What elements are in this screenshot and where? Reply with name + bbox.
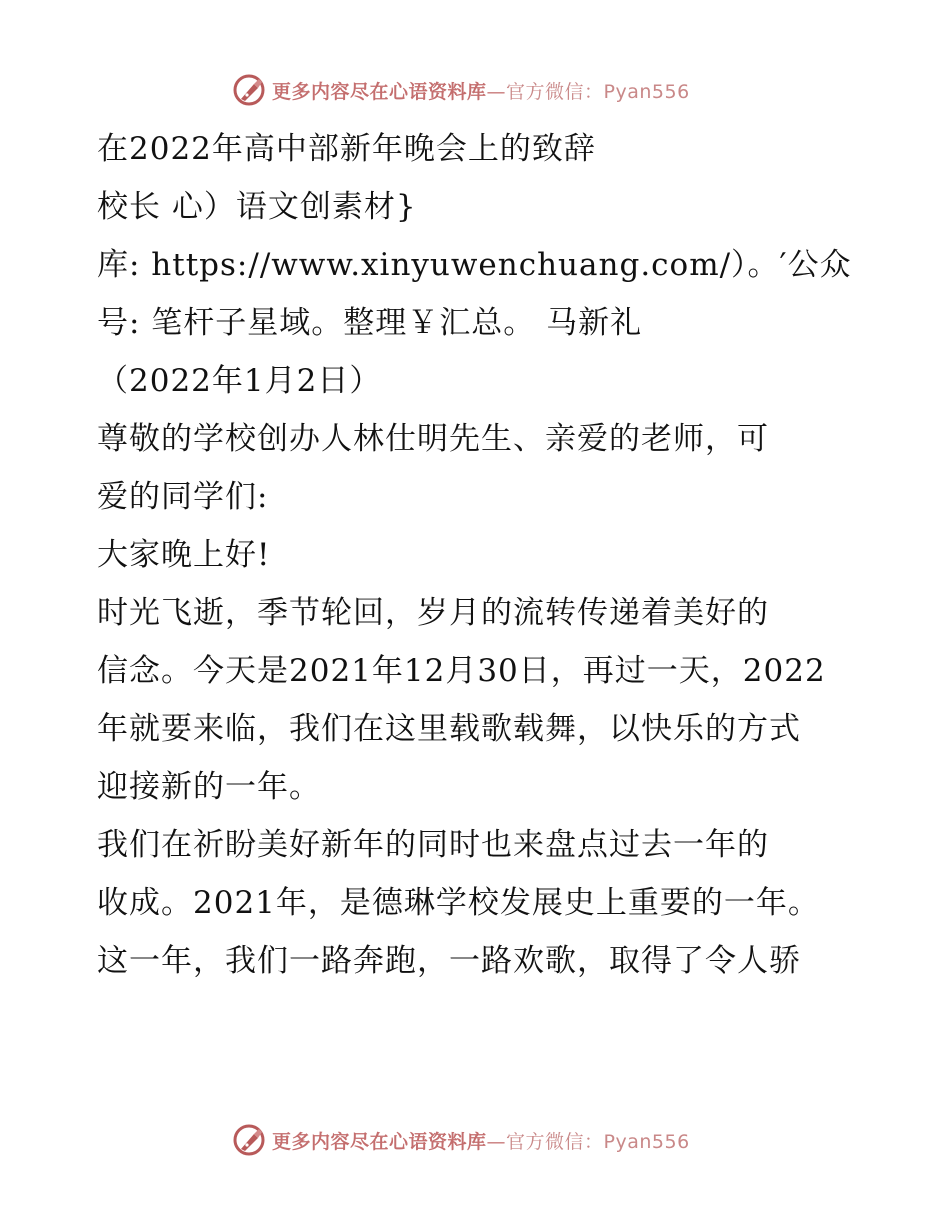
- paragraph-1-line-1: 时光飞逝，季节轮回，岁月的流转传递着美好的: [97, 595, 769, 631]
- author-line-2: 库: https://www.xinyuwenchuang.com/）。′公众: [97, 247, 852, 283]
- banner-main-text: 更多内容尽在心语资料库: [272, 80, 487, 103]
- author-line-1: 校长 心）语文创素材}: [97, 189, 417, 225]
- banner-dash: —: [486, 1130, 507, 1153]
- greeting-line-2: 爱的同学们:: [97, 479, 269, 515]
- pen-nib-logo-icon: [232, 1123, 266, 1157]
- paragraph-2-line-3: 这一年，我们一路奔跑，一路欢歌，取得了令人骄: [97, 943, 801, 979]
- footer-banner: [232, 1120, 732, 1160]
- paragraph-1-line-2: 信念。今天是2021年12月30日，再过一天，2022: [97, 653, 826, 689]
- document-title: 在2022年高中部新年晚会上的致辞: [97, 131, 596, 167]
- hello-line: 大家晚上好!: [97, 537, 271, 573]
- paragraph-1-line-3: 年就要来临，我们在这里载歌载舞，以快乐的方式: [97, 711, 801, 747]
- header-banner: [232, 70, 732, 110]
- paragraph-1-line-4: 迎接新的一年。: [97, 769, 321, 805]
- banner-main-text: 更多内容尽在心语资料库: [272, 1130, 487, 1153]
- author-line-3: 号: 笔杆子星域。整理￥汇总。 马新礼: [97, 305, 643, 341]
- document-date: （2022年1月2日）: [97, 363, 382, 399]
- banner-dash: —: [486, 80, 507, 103]
- greeting-line-1: 尊敬的学校创办人林仕明先生、亲爱的老师，可: [97, 421, 769, 457]
- paragraph-2-line-2: 收成。2021年，是德琳学校发展史上重要的一年。: [97, 885, 820, 921]
- paragraph-2-line-1: 我们在祈盼美好新年的同时也来盘点过去一年的: [97, 827, 769, 863]
- pen-nib-logo-icon: [232, 73, 266, 107]
- banner-wechat-text: 官方微信：Pyan556: [506, 80, 690, 103]
- document-body: [97, 120, 887, 990]
- banner-wechat-text: 官方微信：Pyan556: [506, 1130, 690, 1153]
